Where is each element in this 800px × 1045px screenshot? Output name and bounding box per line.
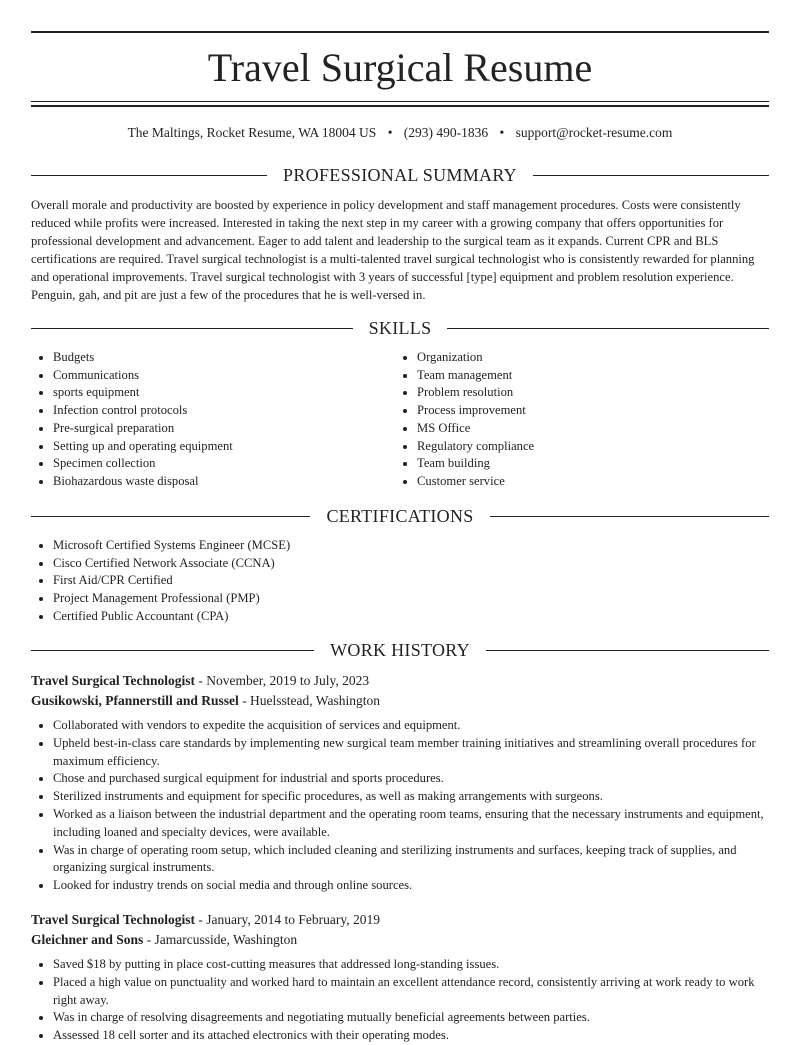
contact-separator: • xyxy=(499,125,505,140)
job-bullet: • Chose and purchased surgical equipment for industrial and sports procedures. xyxy=(53,770,769,788)
skill-item: • Customer service xyxy=(417,473,777,491)
job-bullet: • Placed a high value on punctuality and worked hard to maintain an excellent attendance record, consistently arriving at work ready to work right away. xyxy=(53,974,769,1010)
contact-line xyxy=(31,124,769,142)
job-company-line xyxy=(31,930,769,950)
skill-item: • Organization xyxy=(417,349,777,367)
top-rule xyxy=(31,31,769,33)
section-heading-text: PROFESSIONAL SUMMARY xyxy=(283,164,517,185)
skill-item: • Specimen collection xyxy=(53,455,413,473)
contact-address: The Maltings, Rocket Resume, WA 18004 US xyxy=(127,125,377,140)
certification-item: • Microsoft Certified Systems Engineer (MCSE) xyxy=(53,537,769,555)
skill-item: • Setting up and operating equipment xyxy=(53,438,413,456)
skill-item: • Regulatory compliance xyxy=(417,438,777,456)
job-bullets xyxy=(31,717,769,895)
skill-item: • sports equipment xyxy=(53,384,413,402)
skill-item: • MS Office xyxy=(417,420,777,438)
certifications-list xyxy=(31,537,769,626)
section-heading-text: CERTIFICATIONS xyxy=(326,505,474,526)
skill-item: • Communications xyxy=(53,367,413,385)
job-title-line xyxy=(31,671,769,691)
job-bullet: • Assessed 18 cell sorter and its attached electronics with their operating modes. xyxy=(53,1027,769,1045)
skill-item: • Process improvement xyxy=(417,402,777,420)
skill-item: • Budgets xyxy=(53,349,413,367)
job-role: Travel Surgical Technologist xyxy=(31,912,196,927)
job-bullet: • Was in charge of resolving disagreements and negotiating mutually beneficial agreements between parties. xyxy=(53,1009,769,1027)
section-heading-text: SKILLS xyxy=(368,317,432,338)
job-bullet: • Worked as a liaison between the industrial department and the operating room teams, ensuring that the necessary instruments and equipment, including loaned and specialty devices, were available. xyxy=(53,806,769,842)
job-bullet: • Saved $18 by putting in place cost-cutting measures that addressed long-standing issues. xyxy=(53,956,769,974)
job-entry-1 xyxy=(31,671,769,895)
skill-item: • Pre-surgical preparation xyxy=(53,420,413,438)
heading-rule xyxy=(31,516,310,517)
contact-separator: • xyxy=(387,125,393,140)
work-history-heading xyxy=(31,638,769,662)
skills-heading xyxy=(31,316,769,340)
job-bullet: • Collaborated with vendors to expedite the acquisition of services and equipment. xyxy=(53,717,769,735)
heading-rule xyxy=(447,328,769,329)
title-double-rule xyxy=(31,101,769,107)
heading-rule xyxy=(31,650,314,651)
skill-item: • Team management xyxy=(417,367,777,385)
certification-item: • First Aid/CPR Certified xyxy=(53,572,769,590)
job-location: - Jamarcusside, Washington xyxy=(143,932,298,947)
section-heading-text: WORK HISTORY xyxy=(330,639,470,660)
job-bullet: • Was in charge of operating room setup, which included cleaning and sterilizing instruments and surfaces, keeping track of supplies, and organizing surgical instruments. xyxy=(53,842,769,878)
job-company: Gleichner and Sons xyxy=(31,932,144,947)
summary-paragraph: Overall morale and productivity are boosted by experience in policy development and staff management procedures. Costs were consistently reduced while profits were increased. Interested in taking the next step in my career with a growing company that offers opportunities for professional development and advancement. Eager to add talent and leadership to the surgical team as it expands. Current CPR and BLS certifications are required. Travel surgical technologist is a multi-talented travel surgical technologist who is consistently rewarded for planning and operational improvements. Travel surgical technologist with 3 years of successful [type] equipment and problem resolution experience. Penguin, gah, and pit are just a few of the procedures that he is well-versed in. xyxy=(31,198,755,302)
certifications-heading xyxy=(31,504,769,528)
resume-title: Travel Surgical Resume xyxy=(207,45,593,90)
skill-item: • Biohazardous waste disposal xyxy=(53,473,413,491)
skill-item: • Team building xyxy=(417,455,777,473)
skills-list-left xyxy=(31,349,413,491)
heading-rule xyxy=(31,175,267,176)
heading-rule xyxy=(31,328,353,329)
heading-rule xyxy=(533,175,769,176)
certification-item: • Cisco Certified Network Associate (CCNA) xyxy=(53,555,769,573)
job-bullet: • Looked for industry trends on social media and through online sources. xyxy=(53,877,769,895)
skills-list-right xyxy=(395,349,777,491)
job-dates: - January, 2014 to February, 2019 xyxy=(195,912,380,927)
job-company-line xyxy=(31,691,769,711)
certification-item: • Certified Public Accountant (CPA) xyxy=(53,608,769,626)
heading-rule xyxy=(486,650,769,651)
job-bullet: • Upheld best-in-class care standards by implementing new surgical team member training initiatives and streamlining overall procedures for maximum efficiency. xyxy=(53,735,769,771)
contact-phone: (293) 490-1836 xyxy=(403,125,489,140)
job-title-line xyxy=(31,910,769,930)
contact-email: support@rocket-resume.com xyxy=(515,125,673,140)
heading-rule xyxy=(490,516,769,517)
professional-summary-heading xyxy=(31,163,769,187)
job-entry-2 xyxy=(31,910,769,1045)
job-dates: - November, 2019 to July, 2023 xyxy=(195,673,370,688)
job-company: Gusikowski, Pfannerstill and Russel xyxy=(31,693,239,708)
certification-item: • Project Management Professional (PMP) xyxy=(53,590,769,608)
job-bullets xyxy=(31,956,769,1045)
job-role: Travel Surgical Technologist xyxy=(31,673,196,688)
job-location: - Huelsstead, Washington xyxy=(238,693,380,708)
skill-item: • Problem resolution xyxy=(417,384,777,402)
job-bullet: • Sterilized instruments and equipment for specific procedures, as well as making arrangements with surgeons. xyxy=(53,788,769,806)
skill-item: • Infection control protocols xyxy=(53,402,413,420)
